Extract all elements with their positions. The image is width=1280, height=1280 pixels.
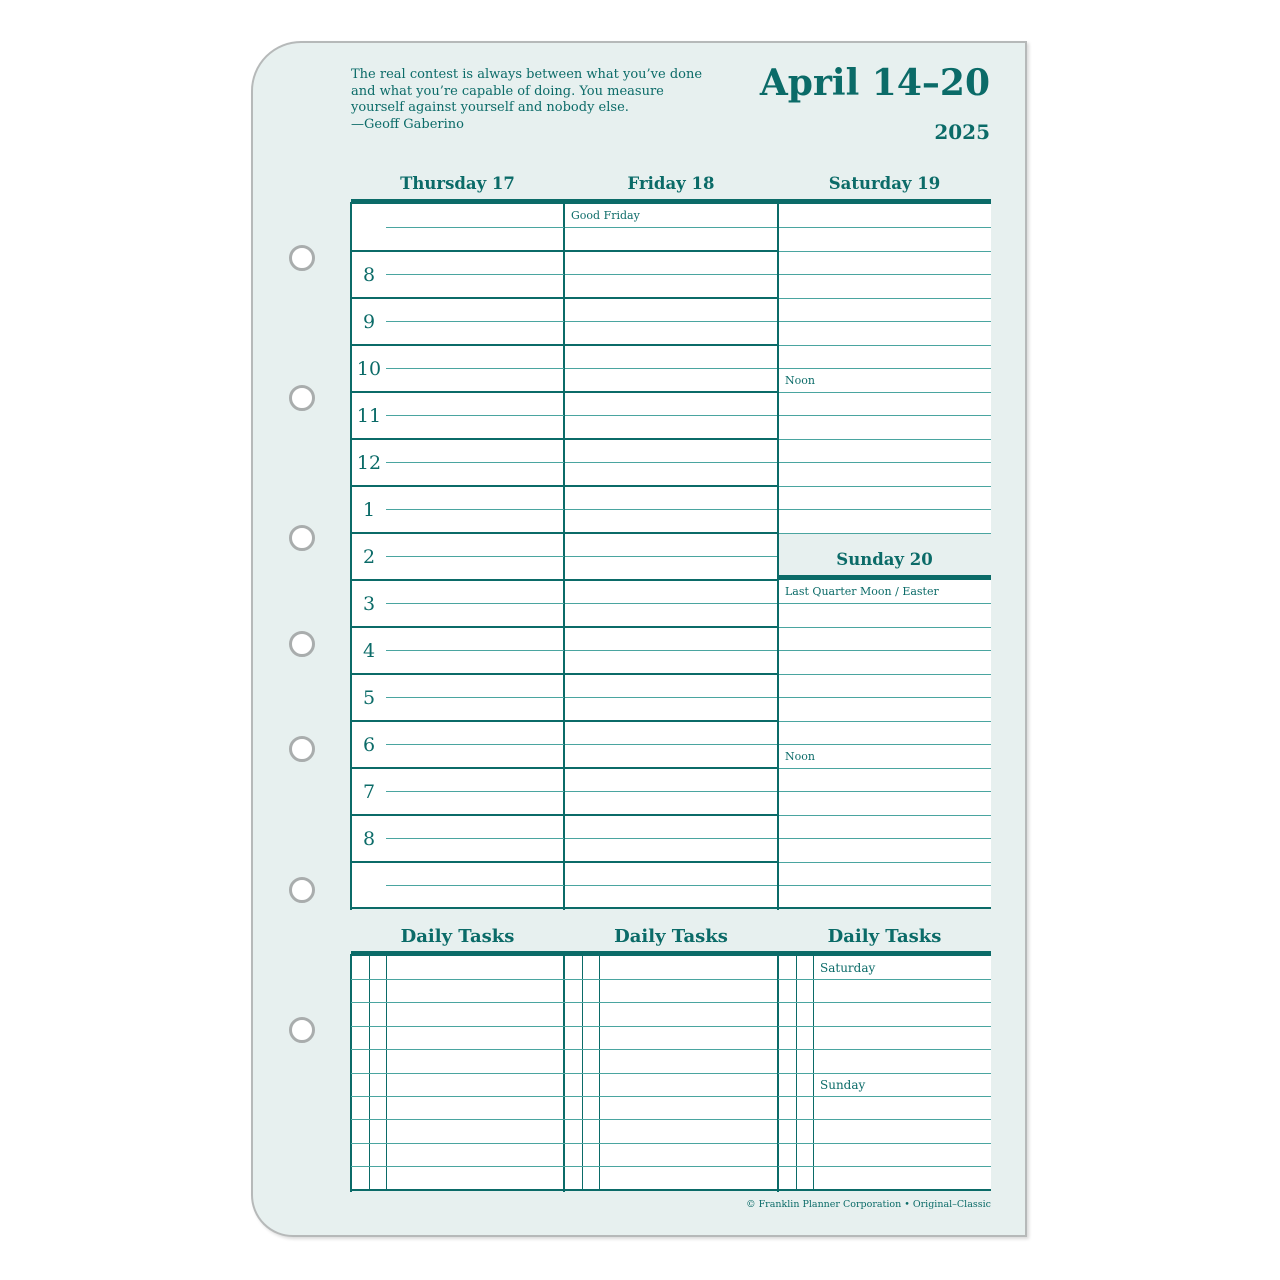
binder-hole	[289, 877, 315, 903]
task-rule	[778, 1119, 991, 1120]
hour-divider	[351, 579, 778, 581]
half-hour-rule	[386, 227, 564, 228]
hour-label: 2	[362, 546, 376, 568]
hour-divider	[351, 391, 778, 393]
hour-label: 1	[362, 499, 376, 521]
saturday-rule	[779, 251, 991, 252]
half-hour-rule	[565, 227, 777, 228]
half-hour-rule	[386, 462, 564, 463]
half-hour-rule	[386, 697, 564, 698]
quote-line: The real contest is always between what you’ve done	[351, 67, 703, 82]
tasks-top-rule	[351, 951, 991, 956]
sunday-rule	[779, 697, 991, 698]
half-hour-rule	[565, 744, 777, 745]
saturday-rule	[779, 486, 991, 487]
saturday-rule	[779, 533, 991, 534]
tasks-saturday-label: Saturday	[820, 961, 876, 975]
quote-line: yourself against yourself and nobody else.	[351, 100, 629, 116]
quote-author: —Geoff Gaberino	[351, 117, 464, 133]
sunday-rule	[779, 674, 991, 675]
friday-note: Good Friday	[571, 209, 640, 222]
saturday-rule	[779, 368, 991, 369]
hour-divider	[351, 438, 778, 440]
hour-divider	[351, 344, 778, 346]
task-rule	[778, 1049, 991, 1050]
half-hour-rule	[386, 744, 564, 745]
task-rule	[351, 1026, 564, 1027]
hour-label: 5	[362, 687, 376, 709]
half-hour-rule	[565, 274, 777, 275]
half-hour-rule	[565, 321, 777, 322]
daily-tasks-heading-friday: Daily Tasks	[614, 926, 728, 947]
half-hour-rule	[565, 509, 777, 510]
grid-bottom-border	[351, 907, 991, 909]
hour-divider	[351, 626, 778, 628]
half-hour-rule	[386, 556, 564, 557]
task-rule	[564, 1026, 777, 1027]
hour-label: 6	[362, 734, 376, 756]
sunday-rule	[779, 815, 991, 816]
saturday-rule	[779, 392, 991, 393]
saturday-rule	[779, 274, 991, 275]
half-hour-rule	[565, 368, 777, 369]
half-hour-rule	[565, 838, 777, 839]
half-hour-rule	[565, 885, 777, 886]
half-hour-rule	[386, 274, 564, 275]
task-rule	[778, 1096, 991, 1097]
saturday-noon-label: Noon	[785, 374, 815, 387]
task-rule	[778, 1143, 991, 1144]
task-rule	[778, 1166, 991, 1167]
task-rule	[351, 1119, 564, 1120]
sunday-rule	[779, 862, 991, 863]
task-rule	[778, 1073, 991, 1074]
saturday-rule	[779, 345, 991, 346]
binder-hole	[289, 245, 315, 271]
tasks-bottom-border	[351, 1189, 991, 1191]
hour-label: 4	[362, 640, 376, 662]
schedule-top-rule	[351, 199, 991, 204]
sunday-rule	[779, 744, 991, 745]
daily-tasks-heading-thursday: Daily Tasks	[400, 926, 515, 947]
hour-divider	[351, 767, 778, 769]
task-rule	[351, 1166, 564, 1167]
day-header-saturday: Saturday 19	[828, 174, 941, 193]
tasks-sunday-label: Sunday	[820, 1078, 866, 1092]
hour-label: 3	[362, 593, 376, 615]
sunday-note: Last Quarter Moon / Easter	[785, 585, 939, 598]
hour-divider	[351, 814, 778, 816]
task-rule	[351, 1073, 564, 1074]
hour-divider	[351, 861, 778, 863]
hour-divider	[351, 532, 778, 534]
half-hour-rule	[565, 462, 777, 463]
saturday-rule	[779, 462, 991, 463]
half-hour-rule	[565, 415, 777, 416]
sunday-rule	[779, 721, 991, 722]
sunday-rule	[779, 603, 991, 604]
year: 2025	[934, 120, 990, 144]
binder-hole	[289, 736, 315, 762]
sunday-rule	[779, 627, 991, 628]
half-hour-rule	[386, 838, 564, 839]
half-hour-rule	[565, 697, 777, 698]
saturday-rule	[779, 415, 991, 416]
saturday-rule	[779, 509, 991, 510]
task-rule	[351, 1002, 564, 1003]
hour-label: 8	[362, 828, 376, 850]
quote	[351, 67, 711, 134]
half-hour-rule	[565, 791, 777, 792]
hour-divider	[351, 250, 778, 252]
task-rule	[351, 1096, 564, 1097]
hour-label: 8	[362, 264, 376, 286]
saturday-rule	[779, 321, 991, 322]
task-rule	[564, 1002, 777, 1003]
task-rule	[778, 1002, 991, 1003]
hour-label: 11	[356, 405, 382, 427]
task-rule	[564, 1096, 777, 1097]
task-rule	[564, 1049, 777, 1050]
day-header-friday: Friday 18	[627, 174, 715, 193]
sunday-rule	[779, 650, 991, 651]
task-rule	[564, 979, 777, 980]
binder-hole	[289, 1017, 315, 1043]
sunday-rule	[779, 791, 991, 792]
task-rule	[778, 1026, 991, 1027]
hour-divider	[351, 297, 778, 299]
task-rule	[564, 1073, 777, 1074]
binder-hole	[289, 385, 315, 411]
hour-divider	[351, 673, 778, 675]
sunday-rule	[779, 838, 991, 839]
half-hour-rule	[565, 556, 777, 557]
task-rule	[351, 979, 564, 980]
hour-label: 9	[362, 311, 376, 333]
half-hour-rule	[565, 650, 777, 651]
task-rule	[778, 979, 991, 980]
day-header-sunday: Sunday 20	[836, 550, 933, 569]
hour-divider	[351, 720, 778, 722]
hour-label: 10	[356, 358, 382, 380]
half-hour-rule	[386, 791, 564, 792]
task-rule	[564, 1143, 777, 1144]
sunday-rule	[779, 768, 991, 769]
day-header-thursday: Thursday 17	[400, 174, 515, 193]
half-hour-rule	[386, 321, 564, 322]
half-hour-rule	[386, 650, 564, 651]
week-date-range: April 14–20	[759, 62, 990, 104]
task-rule	[564, 1166, 777, 1167]
half-hour-rule	[386, 885, 564, 886]
task-rule	[351, 1049, 564, 1050]
task-rule	[351, 1143, 564, 1144]
saturday-rule	[779, 439, 991, 440]
daily-tasks-heading-weekend: Daily Tasks	[827, 926, 942, 947]
sunday-header-rule	[779, 575, 991, 580]
copyright-footer: © Franklin Planner Corporation • Original–Classic	[746, 1199, 991, 1210]
half-hour-rule	[386, 415, 564, 416]
task-rule	[564, 1119, 777, 1120]
half-hour-rule	[565, 603, 777, 604]
sunday-rule	[779, 885, 991, 886]
saturday-rule	[779, 298, 991, 299]
hour-label: 12	[356, 452, 382, 474]
binder-hole	[289, 631, 315, 657]
saturday-rule	[779, 227, 991, 228]
hour-divider	[351, 485, 778, 487]
binder-hole	[289, 525, 315, 551]
hour-label: 7	[362, 781, 376, 803]
half-hour-rule	[386, 509, 564, 510]
half-hour-rule	[386, 368, 564, 369]
sunday-noon-label: Noon	[785, 750, 815, 763]
quote-line: and what you’re capable of doing. You measure	[351, 83, 664, 99]
half-hour-rule	[386, 603, 564, 604]
